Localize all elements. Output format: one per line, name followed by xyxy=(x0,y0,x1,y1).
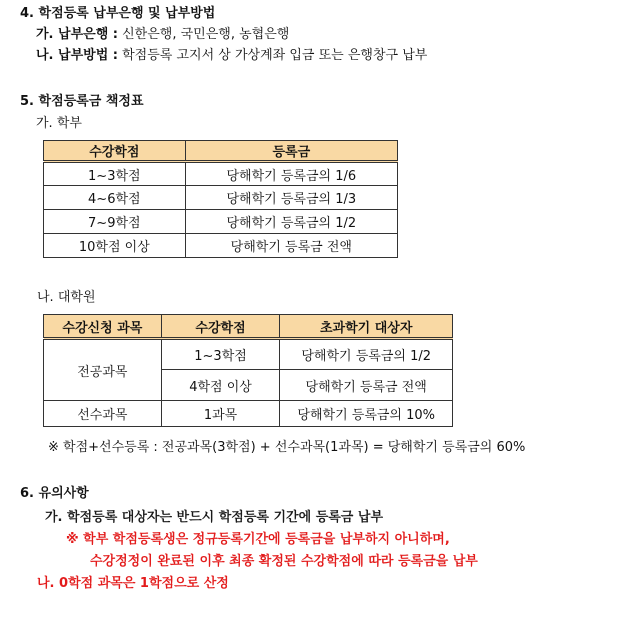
table-row xyxy=(44,401,453,427)
undergrad-warning-line-1: ※ 학부 학점등록생은 정규등록기간에 등록금을 납부하지 아니하며, xyxy=(66,532,450,547)
fee-cell: 당해학기 등록금의 1/3 xyxy=(185,186,397,210)
grad-label: 나. 대학원 xyxy=(37,290,96,305)
fee-cell: 당해학기 등록금의 1/6 xyxy=(185,162,397,186)
table-row xyxy=(44,234,398,258)
section-4-heading: 4. 학점등록 납부은행 및 납부방법 xyxy=(20,6,216,21)
section-5-heading: 5. 학점등록금 책정표 xyxy=(20,94,144,109)
header-course-type: 수강신청 과목 xyxy=(44,315,162,339)
undergrad-warning-line-2: 수강정정이 완료된 이후 최종 확정된 수강학점에 따라 등록금을 납부 xyxy=(90,554,478,569)
registration-deadline-item: 가. 학점등록 대상자는 반드시 학점등록 기간에 등록금 납부 xyxy=(45,510,384,525)
credit-cell: 1~3학점 xyxy=(161,339,280,370)
table-row xyxy=(44,210,398,234)
fee-cell: 당해학기 등록금의 1/2 xyxy=(185,210,397,234)
credit-cell: 7~9학점 xyxy=(44,210,186,234)
undergrad-label: 가. 학부 xyxy=(36,116,82,131)
zero-credit-item: 나. 0학점 과목은 1학점으로 산정 xyxy=(37,576,229,591)
fee-cell: 당해학기 등록금 전액 xyxy=(185,234,397,258)
header-credits: 수강학점 xyxy=(44,141,186,162)
table-row xyxy=(44,339,453,370)
fee-cell: 당해학기 등록금의 1/2 xyxy=(280,339,453,370)
payment-method-line xyxy=(36,48,427,64)
header-excess-semester: 초과학기 대상자 xyxy=(280,315,453,339)
table-row xyxy=(44,162,398,186)
table-row xyxy=(44,186,398,210)
header-credits: 수강학점 xyxy=(161,315,280,339)
prereq-course-cell: 선수과목 xyxy=(44,401,162,427)
combined-registration-note: ※ 학점+선수등록 : 전공과목(3학점) + 선수과목(1과목) = 당해학기 등록금의 60% xyxy=(48,440,526,455)
section-6-heading: 6. 유의사항 xyxy=(20,486,89,501)
credit-cell: 1과목 xyxy=(161,401,280,427)
header-fee: 등록금 xyxy=(185,141,397,162)
credit-cell: 10학점 이상 xyxy=(44,234,186,258)
major-course-cell: 전공과목 xyxy=(44,339,162,401)
fee-cell: 당해학기 등록금 전액 xyxy=(280,370,453,401)
credit-cell: 4~6학점 xyxy=(44,186,186,210)
grad-fee-table xyxy=(43,314,453,427)
payment-method-value: 학점등록 고지서 상 가상계좌 입금 또는 은행창구 납부 xyxy=(122,48,428,63)
bank-line xyxy=(36,27,289,43)
fee-cell: 당해학기 등록금의 10% xyxy=(280,401,453,427)
credit-cell: 4학점 이상 xyxy=(161,370,280,401)
bank-value: 신한은행, 국민은행, 농협은행 xyxy=(122,27,290,42)
bank-label: 가. 납부은행 : xyxy=(36,27,118,42)
undergrad-fee-table xyxy=(43,140,398,258)
payment-method-label: 나. 납부방법 : xyxy=(36,48,118,63)
credit-cell: 1~3학점 xyxy=(44,162,186,186)
